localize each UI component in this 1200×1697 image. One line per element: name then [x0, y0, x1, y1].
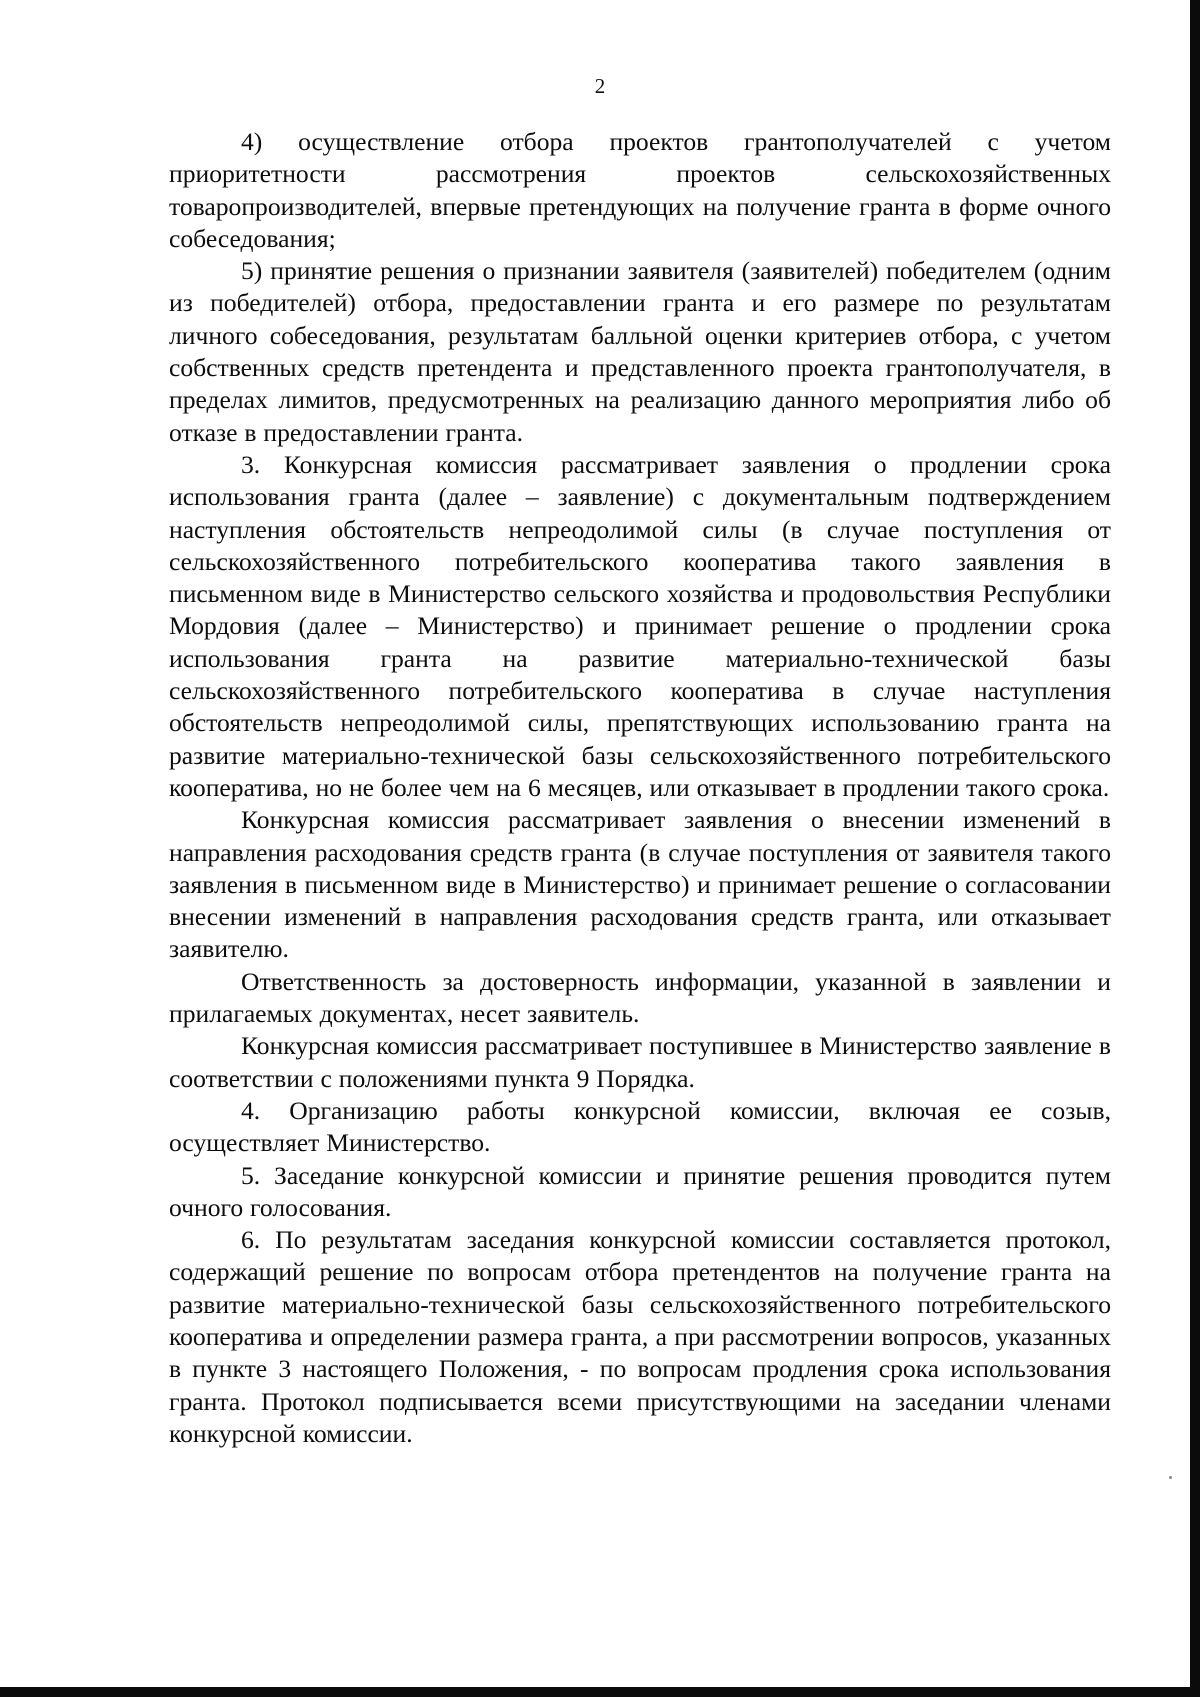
scan-speck: [1169, 1476, 1172, 1479]
paragraph-section-4: 4. Организацию работы конкурсной комиссии, включая ее созыв, осуществляет Министерство.: [169, 1095, 1111, 1158]
paragraph-item-5: 5) принятие решения о признании заявителя (заявителей) победителем (одним из победителей) отбора, предоставлении гранта и его размере по результатам личного собеседования, результатам балльной оценки критериев отбора, с учетом собственных средств претендента и представленного проекта грантополучателя, в пределах лимитов, предусмотренных на реализацию данного мероприятия либо об отказе в предоставлении гранта.: [169, 256, 1111, 447]
scan-border-bottom: [0, 1687, 1200, 1697]
paragraph-section-6: 6. По результатам заседания конкурсной комиссии составляется протокол, содержащий решение по вопросам отбора претендентов на получение гранта на развитие материально-технической базы сельскохозяйственного потребительского кооператива и определении размера гранта, а при рассмотрении вопросов, указанных в пункте 3 настоящего Положения, - по вопросам продления срока использования гранта. Протокол подписывается всеми присутствующими на заседании членами конкурсной комиссии.: [169, 1225, 1111, 1448]
page-number: 2: [594, 74, 606, 98]
paragraph-item-4: 4) осуществление отбора проектов грантополучателей с учетом приоритетности рассмотрения проектов сельскохозяйственных товаропроизводителей, впервые претендующих на получение гранта в форме очного собеседования;: [169, 127, 1111, 253]
paragraph-responsibility: Ответственность за достоверность информации, указанной в заявлении и прилагаемых документах, несет заявитель.: [169, 966, 1111, 1029]
scan-border-right: [1190, 0, 1200, 1697]
document-body: [169, 126, 1111, 1450]
paragraph-section-3: 3. Конкурсная комиссия рассматривает заявления о продлении срока использования гранта (далее – заявление) с документальным подтверждением наступления обстоятельств непреодолимой силы (в случае поступления от сельскохозяйственного потребительского кооператива такого заявления в письменном виде в Министерство сельского хозяйства и продовольствия Республики Мордовия (далее – Министерство) и принимает решение о продлении срока использования гранта на развитие материально-технической базы сельскохозяйственного потребительского кооператива в случае наступления обстоятельств непреодолимой силы, препятствующих использованию гранта на развитие материально-технической базы сельскохозяйственного потребительского кооператива, но не более чем на 6 месяцев, или отказывает в продлении такого срока.: [169, 449, 1111, 802]
paragraph-application-review: Конкурсная комиссия рассматривает поступившее в Министерство заявление в соответствии с положениями пункта 9 Порядка.: [169, 1031, 1111, 1093]
paragraph-section-5: 5. Заседание конкурсной комиссии и принятие решения проводится путем очного голосования.: [169, 1160, 1111, 1222]
paragraph-changes-review: Конкурсная комиссия рассматривает заявления о внесении изменений в направления расходования средств гранта (в случае поступления от заявителя такого заявления в письменном виде в Министерство) и принимает решение о согласовании внесении изменений в направления расходования средств гранта, или отказывает заявителю.: [169, 805, 1111, 964]
